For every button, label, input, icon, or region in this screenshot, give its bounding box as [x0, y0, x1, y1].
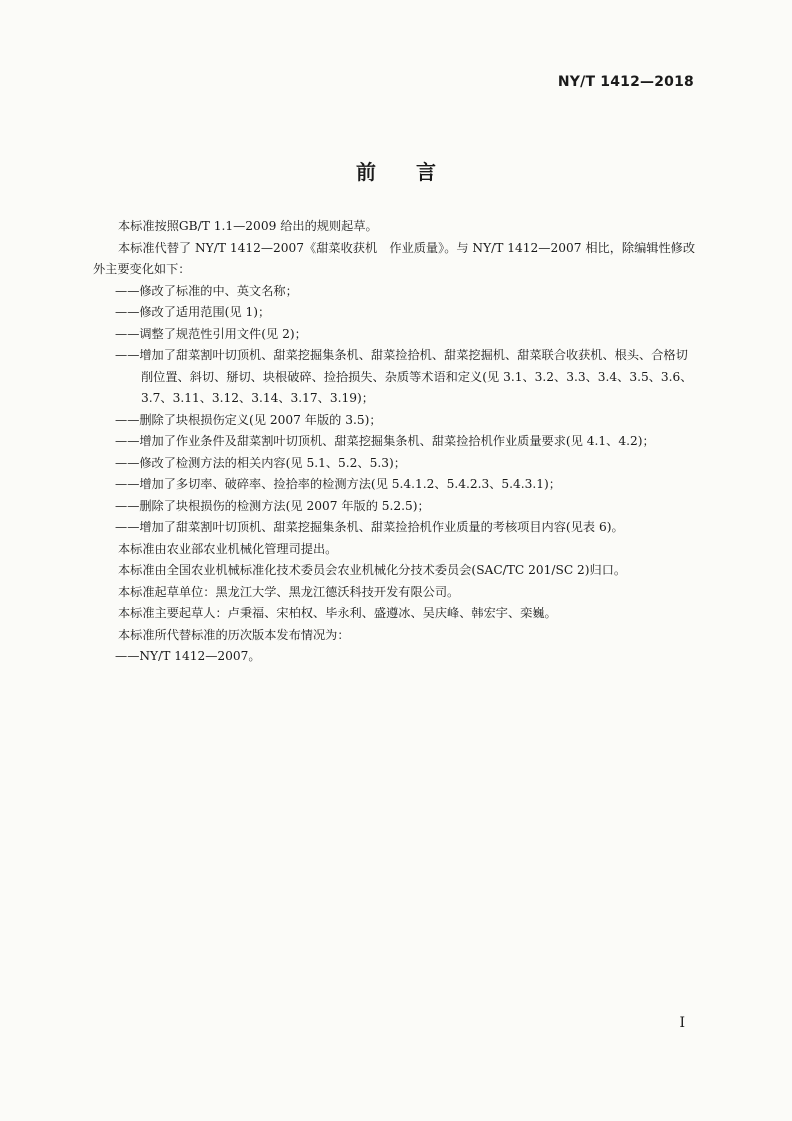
- page-number: I: [679, 1015, 685, 1031]
- change-item: ——修改了标准的中、英文名称；: [115, 283, 298, 298]
- change-item: ——删除了块根损伤定义(见 2007 年版的 3.5)；: [115, 412, 382, 427]
- paragraph-drafters: 本标准主要起草人：卢秉福、宋柏权、毕永利、盛遵冰、吴庆峰、韩宏宇、栾巍。: [118, 606, 557, 620]
- paragraph-drafting-rule: 本标准按照GB/T 1.1—2009 给出的规则起草。: [118, 219, 378, 233]
- change-item: ——修改了检测方法的相关内容(见 5.1、5.2、5.3)；: [115, 455, 406, 470]
- change-item: ——增加了作业条件及甜菜割叶切顶机、甜菜挖掘集条机、甜菜捡拾机作业质量要求(见 4.1、4.2)；: [115, 434, 655, 448]
- change-item: ——修改了适用范围(见 1)；: [115, 305, 271, 319]
- change-item: ——调整了规范性引用文件(见 2)；: [115, 326, 307, 341]
- change-item: ——增加了多切率、破碎率、捡拾率的检测方法(见 5.4.1.2、5.4.2.3、5.4.3.1)；: [115, 477, 561, 491]
- paragraph-history: 本标准所代替标准的历次版本发布情况为：: [118, 627, 350, 642]
- standard-code: NY/T 1412—2018: [557, 74, 694, 90]
- change-item: ——增加了甜菜割叶切顶机、甜菜挖掘集条机、甜菜捡拾机、甜菜挖掘机、甜菜联合收获机、根头、合格切削位置、斜切、掰切、块根破碎、捡拾损失、杂质等术语和定义(见 3.1、3.2、3.3、3.4、3.5、3.6、3.7、3.11、3.12、3.14、3.17、3.19)；: [115, 348, 693, 405]
- paragraph-drafting-units: 本标准起草单位：黑龙江大学、黑龙江德沃科技开发有限公司。: [118, 584, 460, 599]
- paragraph-administrator: 本标准由全国农业机械标准化技术委员会农业机械化分技术委员会(SAC/TC 201/SC 2)归口。: [118, 563, 627, 577]
- page-title: 前言: [356, 160, 476, 184]
- foreword-body: [93, 216, 699, 668]
- change-item: ——增加了甜菜割叶切顶机、甜菜挖掘集条机、甜菜捡拾机作业质量的考核项目内容(见表 6)。: [115, 520, 624, 534]
- paragraph-proposer: 本标准由农业部农业机械化管理司提出。: [118, 541, 338, 556]
- change-item: ——删除了块根损伤的检测方法(见 2007 年版的 5.2.5)；: [115, 498, 430, 513]
- history-item: ——NY/T 1412—2007。: [115, 649, 261, 663]
- paragraph-replacement: 本标准代替了 NY/T 1412—2007《甜菜收获机 作业质量》。与 NY/T 1412—2007 相比，除编辑性修改外主要变化如下：: [93, 240, 696, 276]
